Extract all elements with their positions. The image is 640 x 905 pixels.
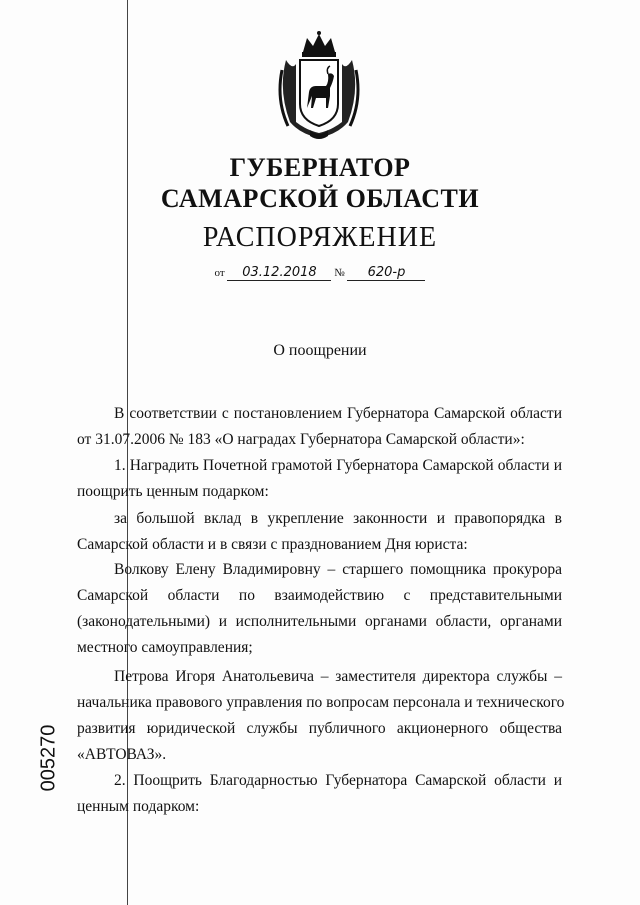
paragraph-item-2 <box>77 768 562 820</box>
coat-of-arms-emblem <box>276 30 362 142</box>
text-line: местного самоуправления; <box>77 639 253 656</box>
text-line: Самарской области и в связи с празднованием Дня юриста: <box>77 536 468 553</box>
text-line: Волкову Елену Владимировну – старшего помощника прокурора <box>114 561 562 578</box>
text-line: ценным подарком: <box>77 798 200 815</box>
text-line: Самарской области по взаимодействию с представительными <box>77 587 562 604</box>
document-type: РАСПОРЯЖЕНИЕ <box>202 222 438 253</box>
paragraph-item-1 <box>77 453 562 505</box>
date-number-line <box>0 265 640 281</box>
text-line: от 31.07.2006 № 183 «О наградах Губернатора Самарской области»: <box>77 431 525 448</box>
paragraph-reason <box>77 506 562 558</box>
date-prefix: от <box>214 267 225 279</box>
text-line: В соответствии с постановлением Губернатора Самарской области <box>114 405 562 422</box>
document-number: 620-р <box>347 265 425 281</box>
paragraph-awardee-2 <box>77 664 565 768</box>
registry-number: 005270 <box>37 724 60 792</box>
text-line: 1. Наградить Почетной грамотой Губернатора Самарской области и <box>114 457 562 474</box>
paragraph-basis <box>77 401 562 453</box>
text-line: поощрить ценным подарком: <box>77 483 269 500</box>
text-line: начальника правового управления по вопросам персонала и технического <box>77 694 565 711</box>
text-line: «АВТОВАЗ». <box>77 746 167 763</box>
document-date: 03.12.2018 <box>227 265 331 281</box>
issuer-title-line1: ГУБЕРНАТОР <box>229 153 411 182</box>
text-line: развития юридической службы публичного акционерного общества <box>77 720 562 737</box>
paragraph-awardee-1 <box>77 557 562 661</box>
document-subject: О поощрении <box>273 342 367 359</box>
issuer-title-line2: САМАРСКОЙ ОБЛАСТИ <box>160 184 480 213</box>
registry-number-stamp <box>36 718 62 798</box>
number-prefix: № <box>334 267 345 279</box>
text-line: (законодательными) и исполнительными органами области, органами <box>77 613 562 630</box>
text-line: за большой вклад в укрепление законности и правопорядка в <box>114 510 562 527</box>
text-line: Петрова Игоря Анатольевича – заместителя директора службы – <box>114 668 562 685</box>
text-line: 2. Поощрить Благодарностью Губернатора Самарской области и <box>114 772 562 789</box>
